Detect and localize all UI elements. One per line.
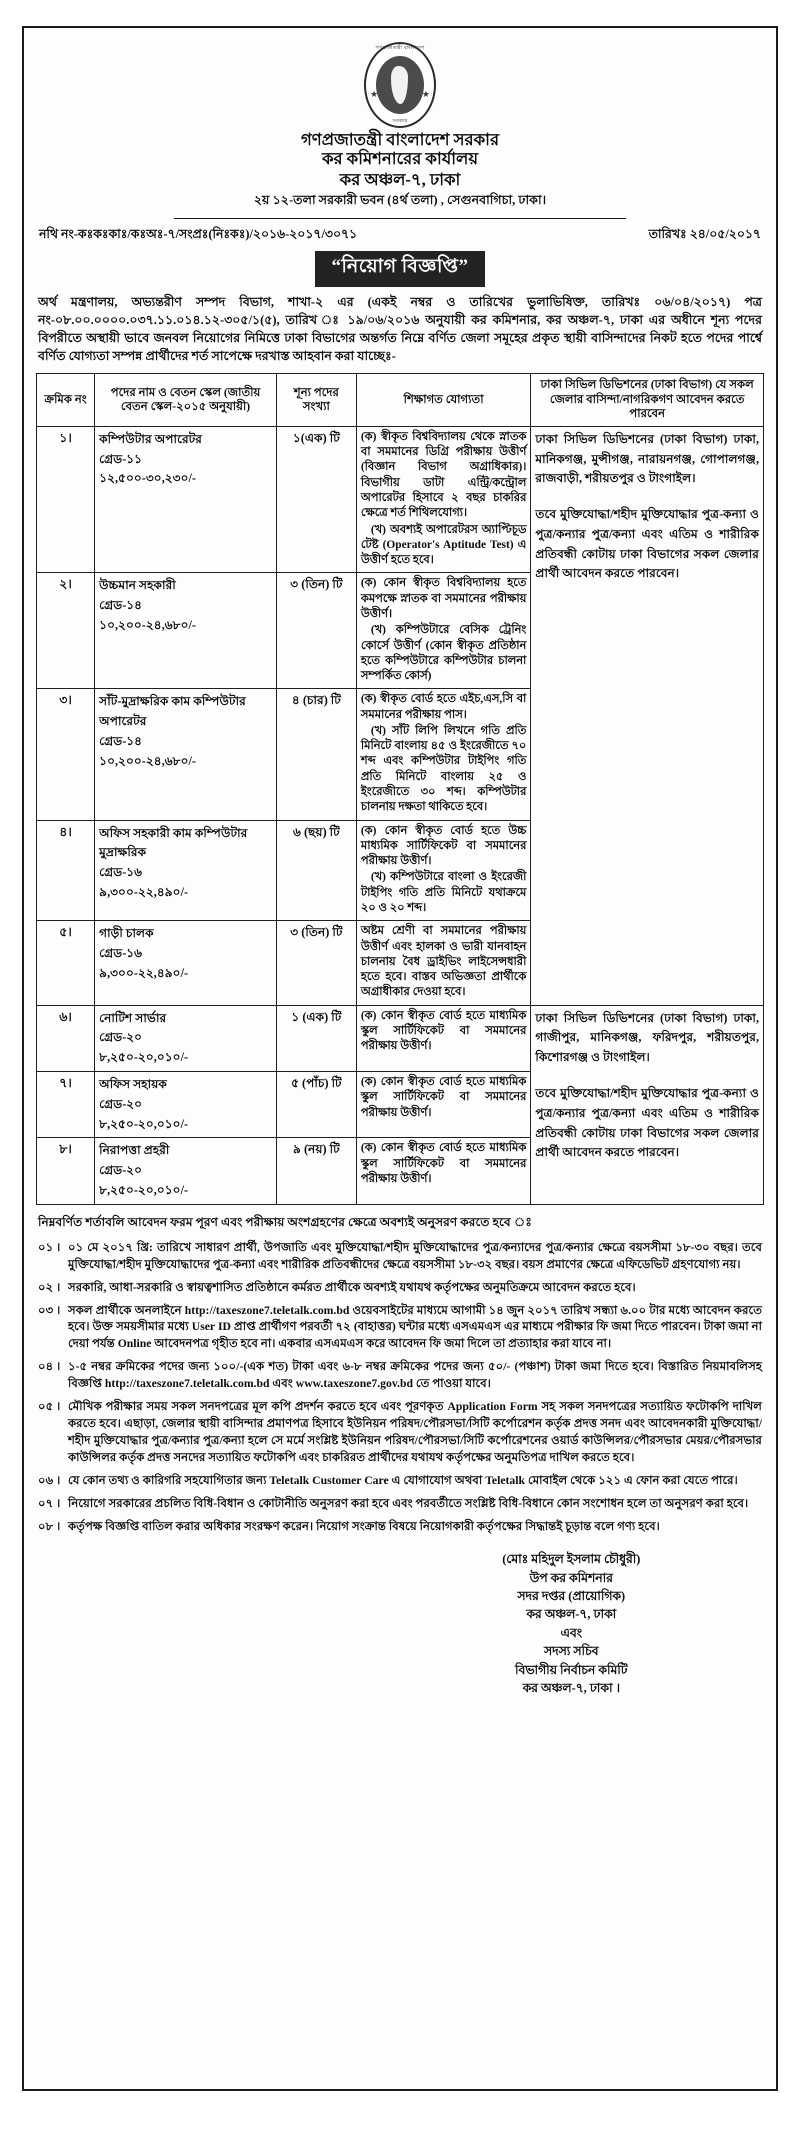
condition-item bbox=[38, 1519, 762, 1536]
post-scale: ৯,৩০০-২২,৪৯০/- bbox=[99, 965, 189, 980]
condition-number: ০৪ । bbox=[38, 1360, 61, 1374]
education-requirement: (খ) অবশ্যই অপারেটরস অ্যাপ্টিচূড টেষ্ট (Operator's Aptitude Test) এ উত্তীর্ণ হতে হবে। bbox=[360, 523, 527, 567]
star-left-icon: ★ bbox=[370, 89, 379, 99]
post-post-name: অফিস সহকারী কাম কম্পিউটার মুদ্রাক্ষরিক bbox=[99, 825, 248, 860]
district-quota-note: তবে মুক্তিযোদ্ধা/শহীদ মুক্তিযোদ্ধার পুত্র-কন্যা ও পুত্র/কন্যার পুত্র/কন্যা এবং এতিম ও শারীরিক প্রতিবন্ধী কোটায় ঢাকা বিভাগের সকল জেলার প্রার্থী আবেদন করতে পারবেন। bbox=[535, 1086, 759, 1160]
post-scale: ১০,২০০-২৪,৬৮০/- bbox=[99, 617, 196, 632]
education-requirement: (খ) কম্পিউটারে বেসিক ট্রেনিং কোর্সে উত্তীর্ণ (কোন স্বীকৃত প্রতিষ্ঠান হতে কম্পিউটারে কম্পিউটার চালনা সম্পর্কিত কোর্স) bbox=[360, 624, 527, 683]
post-scale: ৮,২৫০-২০,০১০/- bbox=[99, 1116, 189, 1131]
condition-item bbox=[38, 1473, 762, 1490]
cell-post bbox=[95, 573, 277, 689]
cell-serial: ২। bbox=[37, 573, 95, 689]
vacancy-table bbox=[36, 373, 764, 1204]
table-row bbox=[37, 426, 764, 573]
condition-text: সরকারি, আধা-সরকারি ও স্বায়ত্বশাসিত প্রতিষ্ঠানে কর্মরত প্রার্থীকে অবশ্যই যথাযথ কর্তৃপক্ষের অনুমতিক্রমে আবেদন করতে হবে। bbox=[68, 1280, 636, 1294]
post-post-name: নোটিশ সার্ভার bbox=[99, 1010, 167, 1025]
signatory-zone: কর অঞ্চল-৭, ঢাকা bbox=[526, 1607, 617, 1622]
cell-serial: ৩। bbox=[37, 689, 95, 820]
condition-text: নিয়োগে সরকারের প্রচলিত বিধি-বিধান ও কোটানীতি অনুসরণ করা হবে এবং পরবর্তীতে সংশ্লিষ্ট বিধি-বিধানে কোন সংশোধন হলে তা অনুসরণ করা হবে। bbox=[68, 1497, 749, 1511]
post-scale: ১২,৫০০-৩০,২৩০/- bbox=[99, 471, 196, 486]
post-post-name: কম্পিউটার অপারেটর bbox=[99, 431, 203, 446]
education-requirement: (ক) কোন স্বীকৃত বিশ্ববিদ্যালয় হতে কমপক্ষে স্নাতক বা সমমানের পরীক্ষায় উত্তীর্ণ। bbox=[360, 577, 527, 620]
signatory-second-role: সদস্য সচিব bbox=[544, 1644, 599, 1659]
education-requirement: (ক) কোন স্বীকৃত বোর্ড হতে উচ্চ মাধ্যমিক সার্টিফিকেট বা সমমানের পরীক্ষায় উত্তীর্ণ। bbox=[360, 824, 527, 868]
condition-number: ০১ । bbox=[38, 1240, 61, 1254]
file-number: নথি নং-কঃকঃকাঃ/কঃঅঃ-৭/সংপ্রঃ(নিঃকঃ)/২০১৬-২০১৭/৩০৭১ bbox=[39, 227, 358, 242]
education-requirement: (খ) কম্পিউটারে বাংলা ও ইংরেজী টাইপিং গতি প্রতি মিনিটে যথাক্রমে ২০ ও ২০ শব্দ। bbox=[360, 871, 527, 915]
education-requirement: (খ) সাঁট লিপি লিখনে গতি প্রতি মিনিটে বাংলায় ৪৫ ও ইংরেজীতে ৭০ শব্দ এবং কম্পিউটার টাইপিং গতি প্রতি মিনিটে বাংলায় ২৫ ও ইংরেজীতে ৩০ শব্দ। কম্পিউটার চালনায় দক্ষতা থাকিতে হবে। bbox=[360, 724, 527, 814]
post-grade: গ্রেড-১৬ bbox=[99, 946, 143, 961]
condition-item bbox=[38, 1359, 762, 1393]
cell-post bbox=[95, 1072, 277, 1138]
vacancy-table-body bbox=[37, 426, 764, 1204]
post-post-name: গাড়ী চালক bbox=[99, 926, 154, 941]
post-post-name: সাঁট-মুদ্রাক্ষরিক কাম কম্পিউটার অপারেটর bbox=[99, 694, 246, 729]
education-requirement: (ক) স্বীকৃত বোর্ড হতে এইচ,এস,সি বা সমমানের পরীক্ষায় পাস। bbox=[360, 693, 527, 721]
conditions-heading: নিম্নবর্ণিত শর্তাবলি আবেদন ফরম পূরণ এবং পরীক্ষায় অংশগ্রহণের ক্ষেত্রে অবশ্যই অনুসরণ করতে হবে ঃ bbox=[38, 1214, 532, 1229]
education-requirement: অষ্টম শ্রেণী বা সমমানের পরীক্ষায় উত্তীর্ণ এবং হালকা ও ভারী যানবাহন চালনায় বৈধ ড্রাইভিং লাইসেন্সধারী হতে হবে। বাস্তব অভিজ্ঞতা প্রার্থীকে অগ্রাধীকার দেওয়া হবে। bbox=[360, 925, 527, 999]
cell-vacancy: ৯ (নয়) টি bbox=[276, 1138, 356, 1204]
cell-vacancy: ৪ (চার) টি bbox=[276, 689, 356, 820]
bangladesh-government-emblem-icon bbox=[364, 42, 436, 128]
condition-number: ০৬ । bbox=[38, 1474, 61, 1488]
signatory-name: (মোঃ মহিদুল ইসলাম চৌধুরী) bbox=[502, 1552, 641, 1567]
document-page bbox=[22, 26, 778, 2091]
district-list: ঢাকা সিভিল ডিভিশনের (ঢাকা বিভাগ) ঢাকা, গাজীপুর, মানিকগঞ্জ, ফরিদপুর, শরীয়তপুর, কিশোরগঞ্জ ও টাংগাইল। bbox=[535, 1010, 759, 1065]
cell-education bbox=[356, 820, 530, 921]
column-header-vacancy: শূন্য পদের সংখ্যা bbox=[276, 374, 356, 426]
cell-education bbox=[356, 1072, 530, 1138]
government-name: গণপ্রজাতন্ত্রী বাংলাদেশ সরকার bbox=[300, 130, 500, 149]
condition-text: সকল প্রার্থীকে অনলাইনে http://taxeszone7.teletalk.com.bd ওয়েবসাইটের মাধ্যমে আগামী ১৪ জুন ২০১৭ তারিখ সন্ধ্যা ৬.০০ টার মধ্যে আবেদন করতে হবে। উক্ত সময়সীমার মধ্যে User ID প্রাপ্ত প্রার্থীগণ পরবর্তী ৭২ (বাহাত্তর) ঘন্টার মধ্যে এসএমএস এর মাধ্যমে পরীক্ষার ফি জমা দিতে পারবেন। টাকা জমা না দেয়া পর্যন্ত Online আবেদনপত্র গৃহীত হবে না। একবার এসএমএস করে আবেদন ফি জমা দিলে তা প্রত্যাহার করা যাবে না। bbox=[68, 1303, 762, 1351]
column-header-serial: ক্রমিক নং bbox=[37, 374, 95, 426]
education-requirement: (ক) কোন স্বীকৃত বোর্ড হতে মাধ্যমিক স্কুল সার্টিফিকেট বা সমমানের পরীক্ষায় উত্তীর্ণ। bbox=[360, 1076, 527, 1119]
cell-education bbox=[356, 1005, 530, 1071]
cell-vacancy: ৫ (পাঁচ) টি bbox=[276, 1072, 356, 1138]
post-scale: ১০,২০০-২৪,৬৮০/- bbox=[99, 753, 196, 768]
organization-header bbox=[36, 130, 764, 189]
post-scale: ৮,২৫০-২০,০১০/- bbox=[99, 1182, 189, 1197]
cell-vacancy: ১(এক) টি bbox=[276, 426, 356, 573]
condition-number: ০৮ । bbox=[38, 1520, 61, 1534]
column-header-district: ঢাকা সিভিল ডিভিশনের (ঢাকা বিভাগ) যে সকল জেলার বাসিন্দা/নাগরিকগণ আবেদন করতে পারবেন bbox=[531, 374, 764, 426]
cell-serial: ৪। bbox=[37, 820, 95, 921]
signature-block bbox=[397, 1550, 746, 1698]
national-emblem-container bbox=[36, 42, 764, 128]
education-requirement: (ক) কোন স্বীকৃত বোর্ড হতে মাধ্যমিক স্কুল সার্টিফিকেট বা সমমানের পরীক্ষায় উত্তীর্ণ। bbox=[360, 1009, 527, 1053]
table-row bbox=[37, 1005, 764, 1071]
cell-vacancy: ৩ (তিন) টি bbox=[276, 573, 356, 689]
condition-number: ০৩ । bbox=[38, 1303, 61, 1317]
emblem-arc-bottom-text: সরকার bbox=[392, 118, 408, 124]
cell-education bbox=[356, 426, 530, 573]
cell-post bbox=[95, 426, 277, 573]
column-header-education: শিক্ষাগত যোগ্যতা bbox=[356, 374, 530, 426]
table-header-row bbox=[37, 374, 764, 426]
condition-item bbox=[38, 1496, 762, 1513]
signatory-office: সদর দপ্তর (প্রায়োগিক) bbox=[517, 1589, 626, 1603]
post-scale: ৮,২৫০-২০,০১০/- bbox=[99, 1050, 189, 1065]
signatory-committee: বিভাগীয় নির্বাচন কমিটি bbox=[515, 1662, 628, 1677]
page-title: “নিয়োগ বিজ্ঞপ্তি” bbox=[315, 251, 484, 287]
condition-text: যে কোন তথ্য ও কারিগরি সহযোগিতার জন্য Teletalk Customer Care এ যোগাযোগ অথবা Teletalk মোবাইল থেকে ১২১ এ ফোন করা যেতে পারে। bbox=[68, 1474, 738, 1488]
cell-serial: ৬। bbox=[37, 1005, 95, 1071]
cell-post bbox=[95, 820, 277, 921]
cell-vacancy: ৬ (ছয়) টি bbox=[276, 820, 356, 921]
post-post-name: অফিস সহায়ক bbox=[99, 1077, 167, 1091]
condition-text: ১-৫ নম্বর ক্রমিকের পদের জন্য ১০০/-(এক শত) টাকা এবং ৬-৮ নম্বর ক্রমিকের পদের জন্য ৫০/- (পঞ্চাশ) টাকা জমা দিতে হবে। বিস্তারিত নিয়মাবলিসহ বিজ্ঞপ্তি http://taxeszone7.teletalk.com.bd এবং www.taxeszone7.gov.bd তে পাওয়া যাবে। bbox=[68, 1360, 762, 1391]
post-grade: গ্রেড-২০ bbox=[99, 1163, 143, 1178]
cell-education bbox=[356, 921, 530, 1005]
condition-number: ০৫ । bbox=[38, 1400, 61, 1414]
signatory-conjunction: এবং bbox=[560, 1625, 583, 1640]
cell-education bbox=[356, 573, 530, 689]
condition-text: ০১ মে ২০১৭ খ্রি: তারিখে সাধারণ প্রার্থী, উপজাতি এবং মুক্তিযোদ্ধা/শহীদ মুক্তিযোদ্ধাদের পুত্র/কন্যাদের পুত্র/কন্যার ক্ষেত্রে বয়সসীমা ১৮-৩০ বছর। তবে মুক্তিযোদ্ধা/শহীদ মুক্তিযোদ্ধাদের পুত্র-কন্যা এবং শারীরিক প্রতিবন্ধীদের ক্ষেত্রে বয়সসীমা ১৮-৩২ বছর। বয়স প্রমাণের ক্ষেত্রে এফিডেভিট গ্রহণযোগ্য নয়। bbox=[68, 1240, 762, 1271]
cell-vacancy: ১ (এক) টি bbox=[276, 1005, 356, 1071]
header-divider bbox=[174, 218, 625, 219]
education-requirement: (ক) কোন স্বীকৃত বোর্ড হতে মাধ্যমিক স্কুল সার্টিফিকেট বা সমমানের পরীক্ষায় উত্তীর্ণ। bbox=[360, 1142, 527, 1185]
post-grade: গ্রেড-১৪ bbox=[99, 733, 143, 748]
cell-eligible-districts bbox=[531, 426, 764, 1005]
condition-item bbox=[38, 1240, 762, 1274]
post-post-name: উচ্চমান সহকারী bbox=[99, 578, 176, 593]
condition-text: মৌখিক পরীক্ষার সময় সকল সনদপত্রের মূল কপি প্রদর্শন করতে হবে এবং পূরণকৃত Application Form সহ সকল সনদপত্রের সত্যায়িত ফটোকপি দাখিল করতে হবে। এছাড়া, জেলার স্থায়ী বাসিন্দার প্রমাণপত্র হিসাবে ইউনিয়ন পরিষদ/পৌরসভা/সিটি কর্পোরেশন কর্তৃক প্রদত্ত সনদ এবং আবেদনকারী মুক্তিযোদ্ধা/শহীদ মুক্তিযোদ্ধার পুত্র/কন্যার পুত্র/কন্যা হলে সে মর্মে সংশ্লিষ্ট ইউনিয়ন পরিষদ/পৌরসভা/সিটি কর্পোরেশনের ওয়ার্ড কাউন্সিলর/পৌরসভার মেয়র/পৌরসভার কাউন্সিলর কর্তৃক প্রদত্ত সনদের সত্যায়িত ফটোকপি এবং চাকরিরত প্রার্থীদের যথাযথ কর্তৃপক্ষের অনুমতিপত্র দাখিল করতে হবে। bbox=[68, 1400, 762, 1465]
district-list: ঢাকা সিভিল ডিভিশনের (ঢাকা বিভাগ) ঢাকা, মানিকগঞ্জ, মুন্সীগঞ্জ, নারায়নগঞ্জ, গোপালগঞ্জ, রাজবাড়ী, শরীয়তপুর ও টাংগাইল। bbox=[535, 431, 759, 486]
condition-item bbox=[38, 1280, 762, 1297]
post-scale: ৯,৩০০-২২,৪৯০/- bbox=[99, 884, 189, 899]
emblem-arc-top-text: গণপ্রজাতন্ত্রী বাংলাদেশ bbox=[375, 45, 425, 51]
cell-serial: ৮। bbox=[37, 1138, 95, 1204]
cell-post bbox=[95, 921, 277, 1005]
introduction-paragraph: অর্থ মন্ত্রণালয়, অভ্যন্তরীণ সম্পদ বিভাগ, শাখা-২ এর (একই নম্বর ও তারিখের ভুলাভিষিক্ত, তারিখঃ ০৬/০৪/২০১৭) পত্র নং-০৮.০০.০০০০.০৩৭.১১.০১৪.১২-৩০৫/১(৫), তারিখ ঃ ১৯/০৬/২০১৬ অনুযায়ী কর কমিশনার, কর অঞ্চল-৭, ঢাকা এর অধীনে শূন্য পদের বিপরীতে অস্থায়ী ভাবে জনবল নিয়োগের নিমিত্তে ঢাকা বিভাগের অন্তর্গত নিম্নে বর্ণিত জেলা সমূহের প্রকৃত স্থায়ী বাসিন্দাদের নিকট হতে পদের পার্শ্বে বর্ণিত যোগ্যতা সম্পন্ন প্রার্থীদের শর্ত সাপেক্ষে দরখাস্ত আহবান করা যাচ্ছেঃ- bbox=[38, 295, 762, 363]
signatory-designation: উপ কর কমিশনার bbox=[529, 1570, 613, 1585]
post-grade: গ্রেড-২০ bbox=[99, 1096, 143, 1111]
memo-line bbox=[36, 226, 764, 246]
cell-serial: ৭। bbox=[37, 1072, 95, 1138]
post-post-name: নিরাপত্তা প্রহরী bbox=[99, 1143, 170, 1158]
office-address: ২য় ১২-তলা সরকারী ভবন (৪র্থ তলা) , সেগুনবাগিচা, ঢাকা। bbox=[253, 193, 547, 208]
tax-zone-name: কর অঞ্চল-৭, ঢাকা bbox=[339, 169, 461, 189]
star-right-icon: ★ bbox=[421, 89, 430, 99]
cell-serial: ৫। bbox=[37, 921, 95, 1005]
title-banner-container bbox=[36, 251, 764, 287]
education-requirement: (ক) স্বীকৃত বিশ্ববিদ্যালয় থেকে স্নাতক বা সমমানের ডিগ্রি পরীক্ষায় উত্তীর্ণ (বিজ্ঞান বিভাগ অগ্রাধিকার)। বিভাগীয় ডাটা এন্ট্রি/কন্ট্রোল অপারেটর হিসাবে ২ বছর চাকরির ক্ষেত্রে শর্ত শিথিলযোগ্য। bbox=[360, 430, 527, 520]
district-quota-note: তবে মুক্তিযোদ্ধা/শহীদ মুক্তিযোদ্ধার পুত্র-কন্যা ও পুত্র/কন্যার পুত্র/কন্যা এবং এতিম ও শারীরিক প্রতিবন্ধী কোটায় ঢাকা বিভাগের সকল জেলার প্রার্থী আবেদন করতে পারবেন। bbox=[535, 507, 759, 581]
condition-number: ০২ । bbox=[38, 1280, 61, 1294]
condition-item bbox=[38, 1399, 762, 1467]
signatory-zone-2: কর অঞ্চল-৭, ঢাকা । bbox=[522, 1681, 620, 1696]
condition-text: কর্তৃপক্ষ বিজ্ঞপ্তি বাতিল করার অধিকার সংরক্ষণ করেন। নিয়োগ সংক্রান্ত বিষয়ে নিয়োগকারী কর্তৃপক্ষের সিদ্ধান্তই চূড়ান্ত বলে গণ্য হবে। bbox=[68, 1520, 660, 1534]
cell-post bbox=[95, 689, 277, 820]
cell-education bbox=[356, 1138, 530, 1204]
conditions-list bbox=[36, 1240, 764, 1537]
cell-education bbox=[356, 689, 530, 820]
cell-vacancy: ৩ (তিন) টি bbox=[276, 921, 356, 1005]
cell-serial: ১। bbox=[37, 426, 95, 573]
post-grade: গ্রেড-১৪ bbox=[99, 598, 143, 613]
column-header-post: পদের নাম ও বেতন স্কেল (জাতীয় বেতন স্কেল-২০১৫ অনুযায়ী) bbox=[95, 374, 277, 426]
post-grade: গ্রেড-১১ bbox=[99, 451, 143, 466]
cell-post bbox=[95, 1138, 277, 1204]
office-name: কর কমিশনারের কার্যালয় bbox=[321, 149, 479, 169]
post-grade: গ্রেড-২০ bbox=[99, 1030, 143, 1045]
cell-eligible-districts bbox=[531, 1005, 764, 1204]
post-grade: গ্রেড-১৬ bbox=[99, 865, 143, 880]
condition-item bbox=[38, 1303, 762, 1354]
condition-number: ০৭ । bbox=[38, 1497, 61, 1511]
cell-post bbox=[95, 1005, 277, 1071]
memo-date: তারিখঃ ২৪/০৫/২০১৭ bbox=[648, 227, 761, 242]
